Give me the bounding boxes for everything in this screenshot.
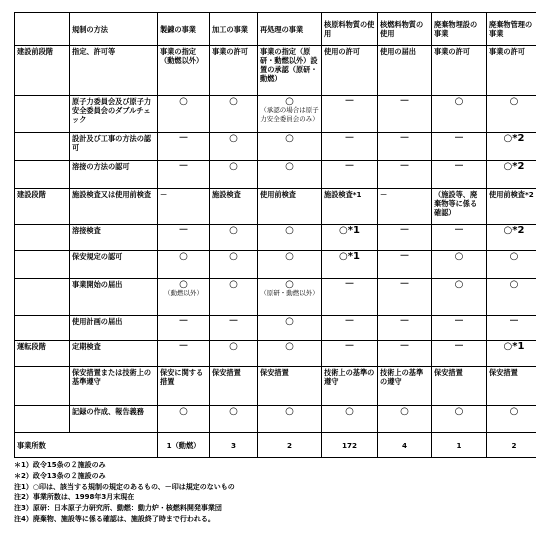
col-header: 廃棄物管理の事業 — [487, 13, 536, 46]
mark-symbol: ○*2 — [503, 225, 525, 237]
text-cell: 保安措置 — [432, 366, 487, 405]
col-header: 加工の事業 — [210, 13, 258, 46]
mark-symbol: ○ — [285, 225, 294, 237]
mark-cell — [158, 278, 210, 315]
mark-symbol: － — [399, 160, 410, 172]
stage-cell — [15, 160, 70, 188]
mark-cell — [432, 160, 487, 188]
table-row — [15, 96, 536, 133]
mark-cell — [378, 341, 432, 367]
mark-symbol: － — [509, 315, 519, 327]
mark-cell — [258, 405, 322, 433]
text-cell: 施設検査*1 — [322, 188, 378, 225]
text-cell: 保安措置 — [258, 366, 322, 405]
text-cell: 事業の許可 — [432, 46, 487, 96]
total-value: 1 — [432, 433, 487, 458]
mark-symbol: ○ — [285, 251, 294, 263]
mark-symbol: － — [399, 278, 410, 290]
col-header: 核原料物質の使用 — [322, 13, 378, 46]
method-item: 事業開始の届出 — [70, 278, 158, 315]
mark-symbol: ○ — [285, 341, 294, 353]
mark-cell — [158, 341, 210, 367]
mark-cell — [432, 133, 487, 161]
mark-symbol: － — [454, 160, 464, 172]
footnote: ＊1）政令15条の２施設のみ — [14, 461, 106, 469]
mark-cell — [158, 160, 210, 188]
mark-symbol: ○*1 — [503, 341, 525, 353]
mark-cell — [158, 315, 210, 341]
mark-cell — [487, 405, 536, 433]
mark-symbol: － — [178, 225, 189, 237]
header-row — [15, 13, 536, 46]
mark-cell — [322, 96, 378, 133]
mark-symbol: － — [399, 315, 410, 327]
mark-cell — [432, 251, 487, 279]
mark-cell — [158, 405, 210, 433]
mark-cell — [432, 225, 487, 251]
mark-symbol: ○ — [400, 405, 409, 417]
mark-symbol: ○*2 — [503, 160, 525, 172]
table-row — [15, 341, 536, 367]
mark-cell — [258, 160, 322, 188]
mark-cell — [487, 278, 536, 315]
table-row — [15, 188, 536, 225]
table-row — [15, 133, 536, 161]
mark-symbol: ○ — [454, 405, 464, 417]
table-row — [15, 251, 536, 279]
mark-cell — [258, 278, 322, 315]
mark-symbol: － — [399, 341, 410, 353]
mark-symbol: ○*1 — [339, 251, 360, 263]
mark-cell — [210, 133, 258, 161]
text-cell: 施設検査 — [210, 188, 258, 225]
mark-symbol: ○ — [285, 405, 294, 417]
mark-note: （承認の場合は原子力安全委員会のみ） — [260, 106, 319, 124]
text-cell: 使用前検査 — [258, 188, 322, 225]
mark-symbol: － — [454, 133, 464, 145]
mark-cell — [158, 225, 210, 251]
mark-cell — [210, 251, 258, 279]
mark-cell — [378, 278, 432, 315]
mark-cell — [487, 133, 536, 161]
mark-cell — [158, 96, 210, 133]
mark-symbol: ○ — [229, 133, 238, 145]
mark-symbol: － — [399, 133, 410, 145]
method-item: 溶接検査 — [70, 225, 158, 251]
text-cell: 使用前検査*2 — [487, 188, 536, 225]
stage-cell — [15, 405, 70, 433]
mark-symbol: ○ — [509, 96, 519, 108]
mark-symbol: ○ — [509, 251, 519, 263]
mark-cell — [258, 341, 322, 367]
mark-symbol: ○ — [454, 251, 464, 263]
mark-symbol: ○ — [229, 96, 238, 108]
table-row — [15, 46, 536, 96]
table-row — [15, 315, 536, 341]
mark-symbol: － — [344, 160, 355, 172]
mark-cell — [378, 405, 432, 433]
mark-symbol: － — [178, 133, 189, 145]
mark-cell — [322, 160, 378, 188]
stage-cell: 建設段階 — [15, 188, 70, 225]
stage-cell: 運転段階 — [15, 341, 70, 367]
total-value: 4 — [378, 433, 432, 458]
mark-symbol: ○ — [179, 251, 188, 263]
text-cell: 事業の許可 — [210, 46, 258, 96]
mark-symbol: － — [344, 278, 355, 290]
text-cell: 技術上の基準の遵守 — [378, 366, 432, 405]
regulation-table — [14, 12, 536, 458]
mark-symbol: － — [178, 341, 189, 353]
method-item: 保安規定の認可 — [70, 251, 158, 279]
mark-note: （原研・動燃以外） — [260, 288, 319, 297]
mark-symbol: ○ — [285, 160, 294, 172]
mark-symbol: ○ — [509, 278, 519, 290]
corner-cell — [15, 13, 70, 46]
mark-cell — [322, 315, 378, 341]
mark-symbol: ○ — [179, 96, 188, 108]
mark-cell — [487, 225, 536, 251]
mark-cell — [432, 278, 487, 315]
footnote: 注3）原研：日本原子力研究所、動燃：動力炉・核燃料開発事業団 — [14, 504, 222, 513]
mark-cell — [432, 96, 487, 133]
mark-cell — [210, 225, 258, 251]
method-item: 定期検査 — [70, 341, 158, 367]
footnotes — [14, 460, 529, 525]
table-row — [15, 160, 536, 188]
total-value: 2 — [487, 433, 536, 458]
method-item: 使用計画の届出 — [70, 315, 158, 341]
mark-cell — [210, 96, 258, 133]
mark-symbol: ○ — [229, 278, 238, 290]
mark-symbol: ○ — [285, 315, 294, 327]
mark-cell — [258, 96, 322, 133]
mark-symbol: － — [344, 315, 355, 327]
method-item: 保安措置または技術上の基準遵守 — [70, 366, 158, 405]
total-value: 172 — [322, 433, 378, 458]
mark-symbol: ○ — [345, 405, 354, 417]
mark-cell — [378, 251, 432, 279]
text-cell: 使用の届出 — [378, 46, 432, 96]
total-value: 1（動燃） — [158, 433, 210, 458]
mark-cell — [378, 225, 432, 251]
mark-symbol: － — [344, 341, 355, 353]
mark-symbol: ○ — [229, 160, 238, 172]
text-cell: 事業の許可 — [487, 46, 536, 96]
table-body — [15, 13, 536, 458]
mark-symbol: ○ — [179, 278, 188, 290]
text-cell: 事業の指定（原研・動燃以外）設置の承認（原研・動燃） — [258, 46, 322, 96]
text-cell: 保安措置 — [210, 366, 258, 405]
mark-symbol: － — [399, 251, 410, 263]
mark-symbol: ○ — [285, 96, 294, 108]
text-cell: 保安に関する措置 — [158, 366, 210, 405]
mark-cell — [322, 225, 378, 251]
mark-symbol: ○ — [229, 341, 238, 353]
col-header: 廃棄物埋設の事業 — [432, 13, 487, 46]
mark-cell — [378, 160, 432, 188]
footnote: ＊2）政令13条の２施設のみ — [14, 471, 106, 480]
mark-cell — [258, 133, 322, 161]
mark-symbol: ○ — [454, 96, 464, 108]
mark-cell — [210, 341, 258, 367]
footnote: 注4）廃棄物、施設等に係る確認は、施設終了時まで行われる。 — [14, 514, 215, 523]
stage-cell — [15, 96, 70, 133]
text-cell: 技術上の基準の遵守 — [322, 366, 378, 405]
mark-symbol: － — [228, 315, 239, 327]
stage-cell — [15, 133, 70, 161]
mark-cell — [210, 315, 258, 341]
stage-cell — [15, 225, 70, 251]
footnote: 注2）事業所数は、1998年3月末現在 — [14, 493, 135, 502]
mark-cell — [258, 315, 322, 341]
text-cell: （施設等、廃棄物等に係る確認） — [432, 188, 487, 225]
mark-cell — [487, 315, 536, 341]
footnote: 注1）○印は、該当する規制の規定のあるもの、－印は規定のないもの — [14, 482, 235, 491]
mark-symbol: － — [178, 160, 189, 172]
total-value: 2 — [258, 433, 322, 458]
mark-symbol: ○ — [509, 405, 519, 417]
mark-symbol: － — [454, 315, 464, 327]
mark-cell — [158, 133, 210, 161]
mark-symbol: ○ — [229, 225, 238, 237]
stage-cell — [15, 278, 70, 315]
mark-cell — [322, 405, 378, 433]
method-item: 記録の作成、報告義務 — [70, 405, 158, 433]
table-row — [15, 225, 536, 251]
mark-symbol: － — [178, 315, 189, 327]
mark-cell — [210, 278, 258, 315]
text-cell: 使用の許可 — [322, 46, 378, 96]
text-cell: － — [158, 188, 210, 225]
mark-symbol: ○ — [454, 278, 464, 290]
mark-cell — [322, 251, 378, 279]
method-header: 規制の方法 — [70, 13, 158, 46]
mark-symbol: － — [399, 225, 410, 237]
mark-symbol: － — [344, 133, 355, 145]
mark-cell — [322, 278, 378, 315]
mark-cell — [432, 315, 487, 341]
mark-cell — [432, 341, 487, 367]
mark-cell — [487, 96, 536, 133]
mark-symbol: ○ — [229, 405, 238, 417]
stage-cell — [15, 315, 70, 341]
mark-symbol: ○*1 — [339, 225, 360, 237]
mark-cell — [487, 160, 536, 188]
mark-cell — [210, 160, 258, 188]
mark-symbol: － — [454, 225, 464, 237]
mark-cell — [258, 225, 322, 251]
col-header: 製錬の事業 — [158, 13, 210, 46]
col-header: 核燃料物質の使用 — [378, 13, 432, 46]
mark-cell — [258, 251, 322, 279]
mark-cell — [378, 315, 432, 341]
text-cell: － — [378, 188, 432, 225]
total-value: 3 — [210, 433, 258, 458]
mark-cell — [378, 96, 432, 133]
method-item: 溶接の方法の認可 — [70, 160, 158, 188]
mark-cell — [487, 341, 536, 367]
mark-cell — [487, 251, 536, 279]
stage-cell — [15, 251, 70, 279]
stage-cell: 建設前段階 — [15, 46, 70, 96]
mark-symbol: ○ — [179, 405, 188, 417]
table-row — [15, 405, 536, 433]
text-cell: 事業の指定（動燃以外） — [158, 46, 210, 96]
mark-cell — [158, 251, 210, 279]
mark-cell — [432, 405, 487, 433]
mark-note: （動燃以外） — [164, 288, 203, 297]
mark-symbol: ○ — [285, 133, 294, 145]
table-row — [15, 278, 536, 315]
totals-row — [15, 433, 536, 458]
mark-cell — [322, 341, 378, 367]
method-item: 指定、許可等 — [70, 46, 158, 96]
totals-label: 事業所数 — [15, 433, 158, 458]
mark-symbol: － — [344, 96, 355, 108]
mark-cell — [378, 133, 432, 161]
text-cell: 保安措置 — [487, 366, 536, 405]
mark-cell — [210, 405, 258, 433]
mark-cell — [322, 133, 378, 161]
method-item: 設計及び工事の方法の認可 — [70, 133, 158, 161]
mark-symbol: ○ — [285, 278, 294, 290]
mark-symbol: ○*2 — [503, 133, 525, 145]
col-header: 再処理の事業 — [258, 13, 322, 46]
method-item: 施設検査又は使用前検査 — [70, 188, 158, 225]
table-row — [15, 366, 536, 405]
mark-symbol: ○ — [229, 251, 238, 263]
mark-symbol: － — [399, 96, 410, 108]
method-item: 原子力委員会及び原子力安全委員会のダブルチェック — [70, 96, 158, 133]
stage-cell — [15, 366, 70, 405]
mark-symbol: － — [454, 341, 464, 353]
